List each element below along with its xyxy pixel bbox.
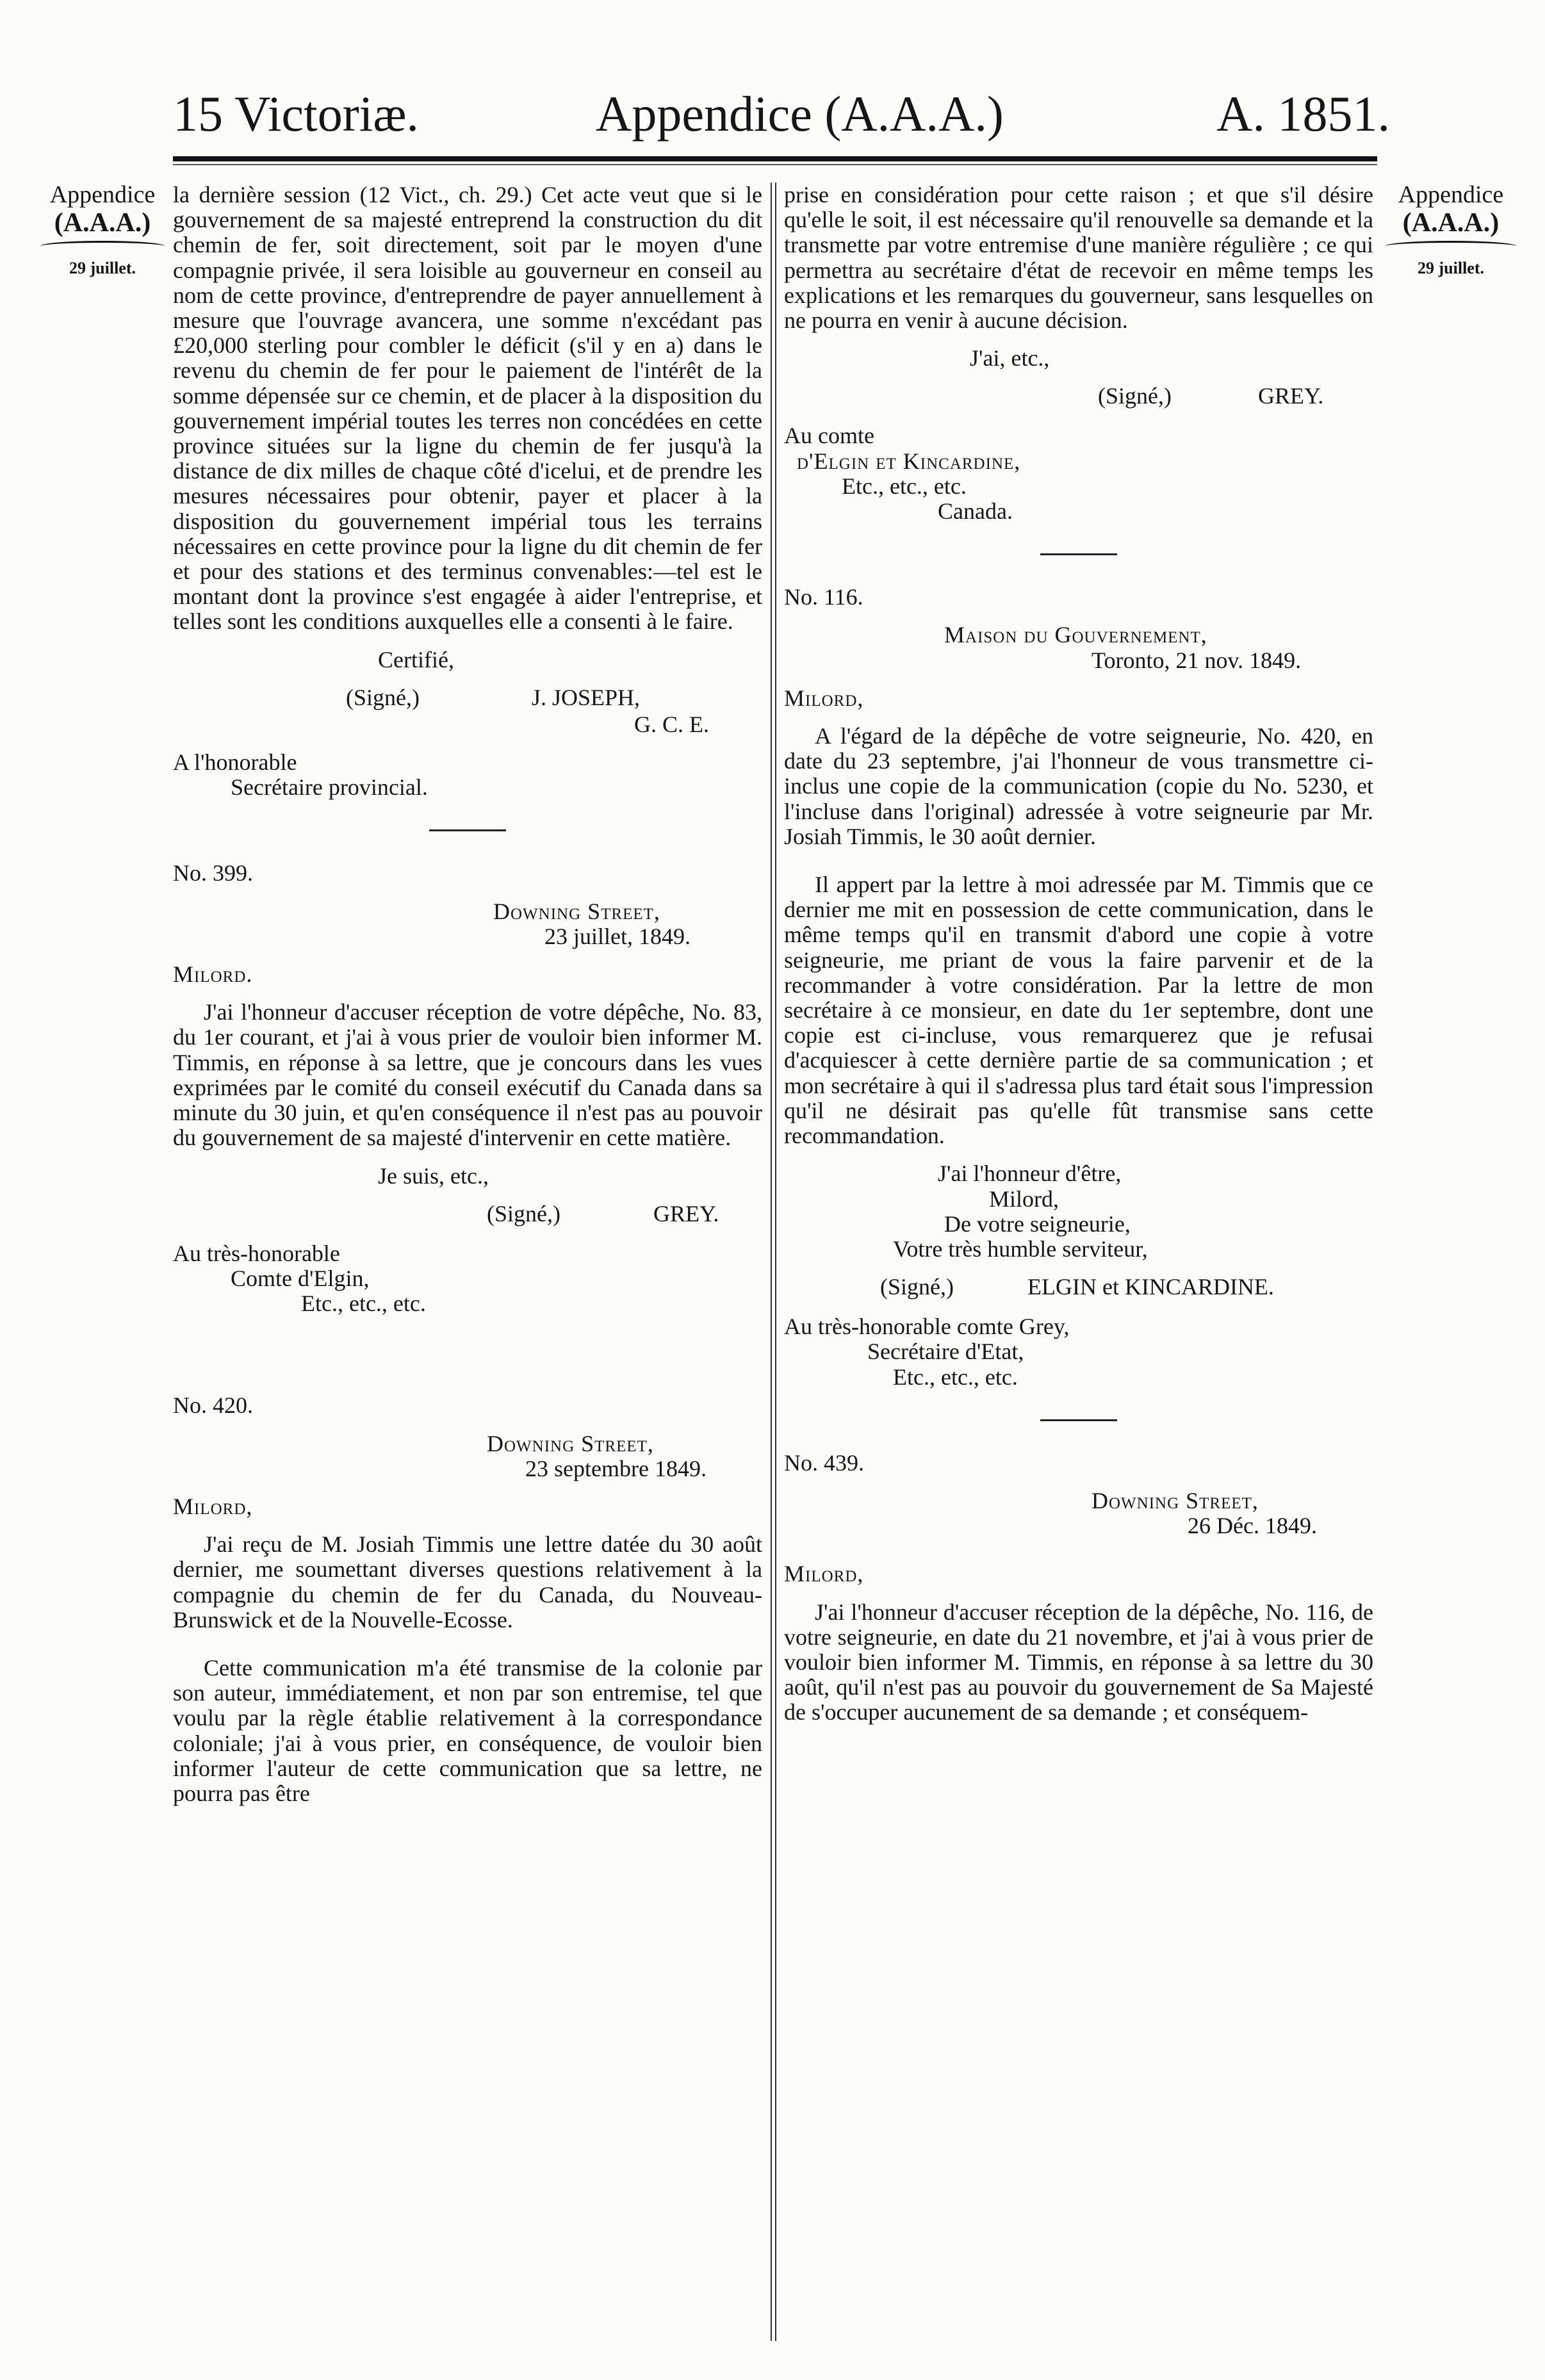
margin-brace [1385, 241, 1517, 252]
margin-appendice-label: Appendice [49, 181, 156, 208]
closing-line: J'ai, etc., [970, 345, 1050, 371]
salutation: Milord, [173, 1493, 253, 1519]
dispatch-number: No. 116. [784, 584, 863, 610]
dispatch-number: No. 399. [173, 860, 253, 886]
paragraph-continuation: prise en considération pour cette raison ; et que s'il désire qu'elle le soit, il est nécessaire qu'il renouvelle sa demande et la transmette par votre entremise d'une manière régulière ; ce qui permettra au secrétaire d'état de recevoir en même temps les explications et les remarques du gouverneur, sans lesquelles on ne pourra en venir à aucune décision. [784, 183, 1373, 334]
left-column [173, 183, 762, 2341]
right-column [784, 183, 1373, 2341]
dispatch-origin: Downing Street, [1091, 1487, 1259, 1513]
dispatch-date: 23 juillet, 1849. [544, 923, 691, 949]
closing-line: J'ai l'honneur d'être, [938, 1161, 1122, 1187]
addressee-title: Secrétaire provincial. [231, 774, 428, 801]
header-year: A. 1851. [1216, 86, 1390, 142]
paragraph-420a: J'ai reçu de M. Josiah Timmis une lettre datée du 30 août dernier, me soumettant diverses questions relativement à la compagnie du chemin de fer du Canada, du Nouveau-Brunswick et de la Nouvelle-Ecosse. [173, 1531, 762, 1633]
closing-line: Je suis, etc., [378, 1162, 489, 1189]
signe-label: (Signé,) [1098, 383, 1172, 409]
certifie-line: Certifié, [378, 646, 454, 672]
section-separator [1040, 553, 1117, 555]
salutation: Milord, [784, 1561, 864, 1587]
addressee-etc: Etc., etc., etc. [842, 473, 967, 499]
margin-appendix-code: (A.A.A.) [1402, 208, 1500, 238]
dispatch-date: 23 septembre 1849. [525, 1455, 707, 1481]
closing-line: De votre seigneurie, [944, 1210, 1131, 1237]
running-header [173, 82, 1390, 146]
signe-label: (Signé,) [346, 684, 420, 710]
dispatch-origin: Downing Street, [493, 898, 660, 924]
paragraph-420b: Cette communication m'a été transmise de la colonie par son auteur, immédiatement, et non par son entremise, tel que voulu par la règle établie relativement à la correspondance coloniale; j'ai à vous prier, en conséquence, de vouloir bien informer l'auteur de cette communication que sa lettre, ne pourra pas être [173, 1654, 762, 1806]
signatory-name: ELGIN et KINCARDINE. [1027, 1274, 1274, 1300]
dispatch-number: No. 439. [784, 1449, 864, 1476]
signatory-name: GREY. [1258, 383, 1324, 409]
section-separator [429, 829, 506, 831]
paragraph-439: J'ai l'honneur d'accuser réception de la dépêche, No. 116, de votre seigneurie, en date du 21 novembre, et j'ai à vous prier de vouloir bien informer M. Timmis, en réponse à sa lettre du 30 août, qu'il n'est pas au pouvoir du gouvernement de Sa Majesté de s'occuper aucunement de sa demande ; et conséquem- [784, 1599, 1373, 1725]
dispatch-origin: Maison du Gouvernement, [944, 622, 1207, 648]
addressee-title: Secrétaire d'Etat, [867, 1339, 1024, 1365]
dispatch-number: No. 420. [173, 1392, 253, 1419]
dispatch-date: 26 Déc. 1849. [1188, 1513, 1317, 1539]
addressee-etc: Etc., etc., etc. [893, 1364, 1018, 1390]
paragraph-116a: A l'égard de la dépêche de votre seigneurie, No. 420, en date du 23 septembre, j'ai l'honneur de vous transmettre ci-inclus une copie de la communication (copie du No. 5230, et l'incluse dans l'original) adressée à votre seigneurie par Mr. Josiah Timmis, le 30 août dernier. [784, 723, 1373, 849]
addressee-etc: Etc., etc., etc. [301, 1291, 426, 1317]
signature-elgin [784, 1275, 1373, 1301]
salutation: Milord. [173, 961, 253, 988]
signatory-name: J. JOSEPH, [532, 684, 641, 710]
signe-label: (Signé,) [487, 1200, 560, 1227]
margin-date: 29 juillet. [1418, 259, 1484, 277]
closing-line: Votre très humble serviteur, [893, 1235, 1148, 1262]
salutation: Milord, [784, 685, 864, 711]
column-divider [771, 183, 772, 2341]
signature-grey [173, 1202, 762, 1228]
section-separator [1040, 1419, 1117, 1421]
dispatch-origin: Downing Street, [487, 1430, 654, 1456]
header-rule-thin [173, 164, 1377, 165]
margin-date: 29 juillet. [69, 259, 136, 277]
dispatch-date: Toronto, 21 nov. 1849. [1091, 647, 1302, 673]
signature-joseph [173, 685, 762, 712]
header-rule [173, 156, 1377, 161]
margin-note-left [38, 181, 167, 282]
paragraph-399: J'ai l'honneur d'accuser réception de votre dépêche, No. 83, du 1er courant, et j'ai à vous prier de vouloir bien informer M. Timmis, en réponse à sa lettre, que je concours dans les vues exprimées par le comité du conseil exécutif du Canada dans sa minute du 30 juin, et qu'en conséquence il n'est pas au pouvoir du gouvernement de sa majesté d'intervenir en cette matière. [173, 999, 762, 1151]
addressee-name: Comte d'Elgin, [231, 1265, 370, 1291]
header-regnal-year: 15 Victoriæ. [173, 86, 419, 142]
margin-appendix-code: (A.A.A.) [54, 208, 151, 238]
addressee-place: Canada. [938, 498, 1013, 525]
signature-grey [784, 384, 1373, 411]
addressee-line: Au comte [784, 423, 874, 449]
addressee-name: d'Elgin et Kincardine, [797, 448, 1021, 474]
addressee-line: Au très-honorable [173, 1240, 340, 1266]
margin-note-right [1384, 181, 1518, 282]
closing-line: Milord, [989, 1186, 1059, 1212]
margin-appendice-label: Appendice [1398, 181, 1504, 208]
paragraph-116b: Il appert par la lettre à moi adressée par M. Timmis que ce dernier me mit en possession de cette communication, dans le même temps qu'il en transmit d'abord une copie à votre seigneurie, me priant de vous la faire parvenir et de la recommander à votre considération. Par la lettre de mon secrétaire à ce monsieur, en date du 1er septembre, dont une copie est ci-incluse, vous remarquerez que je refusai d'acquiescer à cette dernière partie de sa communication ; et mon secrétaire à qui il s'adressa plus tard était sous l'impression qu'il ne désirait pas qu'elle fût transmise sans cette recommandation. [784, 872, 1373, 1149]
header-appendix-title: Appendice (A.A.A.) [596, 86, 1004, 142]
signe-label: (Signé,) [880, 1274, 954, 1300]
addressee-line: A l'honorable [173, 749, 297, 776]
addressee-line: Au très-honorable comte Grey, [784, 1314, 1070, 1340]
paragraph-act-summary: la dernière session (12 Vict., ch. 29.) Cet acte veut que si le gouvernement de sa majesté entreprend la construction du dit chemin de fer, soit directement, soit par le moyen d'une compagnie privée, il sera loisible au gouverneur en conseil au nom de cette province, d'entreprendre de payer annuellement à mesure que l'ouvrage avancera, une somme n'excédant pas £20,000 sterling pour combler le déficit (s'il y en a) dans le revenu du chemin de fer pour le paiement de l'intérêt de la somme dépensée sur ce chemin, et de placer à la disposition du gouvernement impérial toutes les terres non concédées en cette province situées sur la ligne du chemin de fer jusqu'à la distance de dix milles de chaque côté d'icelui, et de prendre les mesures nécessaires pour obtenir, payer et placer à la disposition du gouvernement impérial tous les terrains nécessaires en cette province pour la ligne du dit chemin de fer et pour des stations et des terminus convenables:—tel est le montant dont la province s'est engagée à aider l'entreprise, et telles sont les conditions auxquelles elle a consenti à le faire. [173, 183, 762, 635]
column-divider [775, 183, 776, 2341]
signatory-title: G. C. E. [634, 711, 709, 737]
signatory-name: GREY. [653, 1200, 719, 1227]
margin-brace [40, 241, 165, 252]
